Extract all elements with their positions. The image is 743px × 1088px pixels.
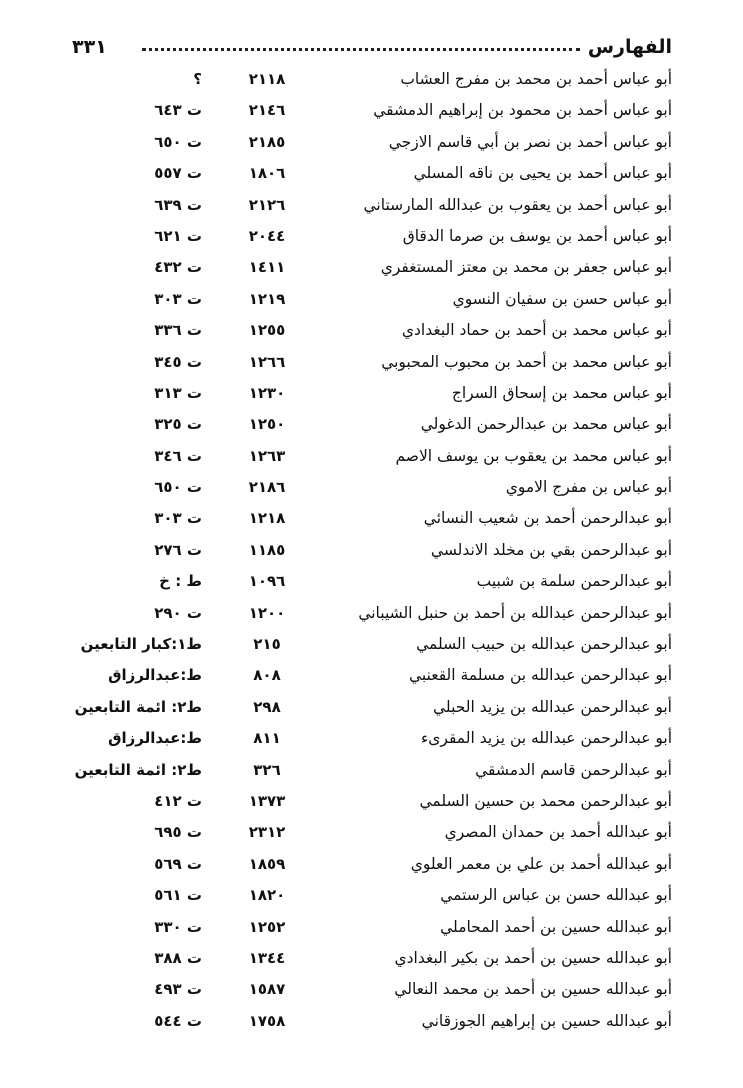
index-row — [72, 598, 672, 629]
entry-note: ت ٣١٣ — [154, 383, 202, 402]
entry-number: ١٢٥٠ — [248, 415, 286, 434]
entry-name: أبو عبدالرحمن بقي بن مخلد الاندلسي — [430, 540, 672, 559]
entry-note: ت ٣٣٦ — [154, 321, 202, 340]
entry-number: ١٢٠٠ — [248, 603, 286, 622]
entry-number: ٢٣١٢ — [248, 823, 286, 842]
entry-note: ت ٣٨٨ — [154, 948, 202, 967]
entry-note: ط:عبدالرزاق — [108, 729, 202, 748]
entry-name: أبو عباس أحمد بن يعقوب بن عبدالله المارستاني — [363, 195, 672, 214]
entry-number: ١٢٣٠ — [248, 383, 286, 402]
entry-number: ١٢١٩ — [248, 289, 286, 308]
entry-number: ٢٩٨ — [253, 697, 281, 716]
entry-name: أبو عبدالرحمن سلمة بن شبيب — [476, 572, 672, 591]
entry-number: ١٨٠٦ — [248, 164, 286, 183]
entry-name: أبو عباس محمد بن أحمد بن محبوب المحبوبي — [381, 352, 672, 371]
entry-number: ١٨٢٠ — [248, 886, 286, 905]
index-row — [72, 127, 672, 158]
entry-number: ١٢١٨ — [248, 509, 286, 528]
entry-number: ٢١٥ — [253, 635, 281, 654]
entry-note: ت ٥٥٧ — [154, 164, 202, 183]
entry-name: أبو عبدالله أحمد بن علي بن معمر العلوي — [410, 854, 672, 873]
entry-note: ت ٣٢٥ — [154, 415, 202, 434]
index-row — [72, 221, 672, 252]
entry-name: أبو عبدالرحمن عبدالله بن يزيد الحبلي — [433, 697, 672, 716]
entry-note: ت ٦٩٥ — [154, 823, 202, 842]
entry-number: ٢١٨٥ — [248, 132, 286, 151]
entry-name: أبو عباس محمد بن أحمد بن حماد البغدادي — [401, 321, 672, 340]
index-row — [72, 755, 672, 786]
entry-name: أبو عباس أحمد بن محمد بن مفرج العشاب — [400, 70, 672, 88]
index-row — [72, 503, 672, 534]
entry-note: ت ٤٣٢ — [154, 258, 202, 277]
index-row — [72, 378, 672, 409]
entry-note: ت ٣٣٠ — [154, 917, 202, 936]
page-header — [72, 34, 672, 60]
index-row — [72, 315, 672, 346]
index-row — [72, 95, 672, 126]
entry-name: أبو عباس أحمد بن يحيى بن ناقه المسلي — [413, 164, 672, 183]
entry-name: أبو عبدالله حسين بن أحمد بن بكير البغدادي — [394, 948, 672, 967]
entry-name: أبو عبدالرحمن عبدالله بن أحمد بن حنبل الشيباني — [358, 603, 672, 622]
entry-number: ١٢٦٣ — [248, 446, 286, 465]
index-row — [72, 190, 672, 221]
entry-number: ٢١٢٦ — [248, 195, 286, 214]
entry-name: أبو عباس جعفر بن محمد بن معتز المستغفري — [380, 258, 672, 277]
entry-note: ت ٦٥٠ — [154, 132, 202, 151]
entry-note: ت ٢٧٦ — [154, 540, 202, 559]
index-row — [72, 441, 672, 472]
index-row — [72, 472, 672, 503]
entry-name: أبو عباس أحمد بن محمود بن إبراهيم الدمشقي — [373, 101, 672, 120]
entry-note: ؟ — [193, 70, 202, 88]
entry-number: ١٨٥٩ — [248, 854, 286, 873]
entry-name: أبو عبدالله حسين بن أحمد المحاملي — [440, 917, 672, 936]
entry-name: أبو عباس حسن بن سفيان النسوي — [452, 289, 672, 308]
entry-number: ١٣٤٤ — [248, 948, 286, 967]
entry-note: ت ٤١٢ — [154, 791, 202, 810]
entry-name: أبو عباس محمد بن إسحاق السراج — [451, 383, 672, 402]
entry-note: ت ٢٩٠ — [154, 603, 202, 622]
index-row — [72, 629, 672, 660]
index-row — [72, 1006, 672, 1037]
entry-note: ت ٣٤٥ — [154, 352, 202, 371]
entry-number: ١٣٧٣ — [248, 791, 286, 810]
entry-name: أبو عبدالله حسين بن إبراهيم الجوزقاني — [421, 1011, 672, 1030]
entry-name: أبو عباس أحمد بن نصر بن أبي قاسم الازجي — [388, 132, 672, 151]
entry-note: ت ٥٦١ — [154, 886, 202, 905]
entry-number: ١١٨٥ — [248, 540, 286, 559]
entry-number: ٢١١٨ — [248, 70, 286, 88]
entry-number: ١٢٥٥ — [248, 321, 286, 340]
page-title: الفهارس — [587, 36, 672, 58]
entry-number: ١٧٥٨ — [248, 1011, 286, 1030]
index-row — [72, 158, 672, 189]
entry-name: أبو عبدالله أحمد بن حمدان المصري — [444, 823, 672, 842]
entry-number: ١٤١١ — [248, 258, 286, 277]
entry-number: ٢٠٤٤ — [248, 226, 286, 245]
entry-note: ط٢: ائمة التابعين — [74, 697, 202, 716]
index-row — [72, 943, 672, 974]
index-row — [72, 723, 672, 754]
entry-number: ٨٠٨ — [253, 666, 281, 685]
index-row — [72, 347, 672, 378]
index-row — [72, 786, 672, 817]
index-row — [72, 566, 672, 597]
index-row — [72, 692, 672, 723]
index-row — [72, 660, 672, 691]
index-list — [72, 64, 672, 1037]
entry-name: أبو عبدالله حسن بن عباس الرستمي — [440, 886, 672, 905]
entry-number: ١٢٥٢ — [248, 917, 286, 936]
entry-note: ت ٦٤٣ — [154, 101, 202, 120]
index-row — [72, 535, 672, 566]
entry-name: أبو عباس بن مفرج الاموي — [505, 478, 672, 497]
entry-number: ١٥٨٧ — [248, 980, 286, 999]
entry-note: ط:عبدالرزاق — [108, 666, 202, 685]
page-number: ٣٣١ — [72, 36, 107, 58]
entry-note: ط٢: ائمة التابعين — [74, 760, 202, 779]
index-row — [72, 409, 672, 440]
index-row — [72, 912, 672, 943]
entry-note: ت ٥٤٤ — [154, 1011, 202, 1030]
index-row — [72, 284, 672, 315]
entry-name: أبو عبدالله حسين بن أحمد بن محمد النعالي — [394, 980, 672, 999]
entry-note: ط : خ — [159, 572, 202, 591]
index-row — [72, 880, 672, 911]
index-row — [72, 252, 672, 283]
entry-name: أبو عبدالرحمن محمد بن حسين السلمي — [419, 791, 672, 810]
entry-number: ١٠٩٦ — [248, 572, 286, 591]
entry-name: أبو عبدالرحمن عبدالله بن مسلمة القعنبي — [408, 666, 672, 685]
entry-name: أبو عبدالرحمن أحمد بن شعيب النسائي — [423, 509, 672, 528]
entry-number: ٢١٨٦ — [248, 478, 286, 497]
index-row — [72, 64, 672, 95]
entry-number: ٢١٤٦ — [248, 101, 286, 120]
entry-name: أبو عباس محمد بن يعقوب بن يوسف الاصم — [395, 446, 672, 465]
entry-name: أبو عبدالرحمن عبدالله بن يزيد المقرىء — [420, 729, 672, 748]
entry-note: ت ٣٤٦ — [154, 446, 202, 465]
entry-name: أبو عباس أحمد بن يوسف بن صرما الدقاق — [402, 226, 672, 245]
entry-note: ت ٦٣٩ — [154, 195, 202, 214]
entry-note: ط١:كبار التابعين — [80, 635, 202, 654]
entry-number: ٣٢٦ — [253, 760, 281, 779]
index-row — [72, 817, 672, 848]
index-row — [72, 849, 672, 880]
entry-number: ٨١١ — [253, 729, 281, 748]
entry-note: ت ٦٢١ — [154, 226, 202, 245]
header-dotted-leader — [142, 42, 580, 51]
entry-note: ت ٣٠٣ — [154, 289, 202, 308]
entry-note: ت ٥٦٩ — [154, 854, 202, 873]
entry-number: ١٢٦٦ — [248, 352, 286, 371]
entry-name: أبو عباس محمد بن عبدالرحمن الدغولي — [420, 415, 672, 434]
entry-note: ت ٦٥٠ — [154, 478, 202, 497]
entry-name: أبو عبدالرحمن عبدالله بن حبيب السلمي — [416, 635, 672, 654]
index-row — [72, 974, 672, 1005]
entry-name: أبو عبدالرحمن قاسم الدمشقي — [475, 760, 672, 779]
entry-note: ت ٤٩٣ — [154, 980, 202, 999]
entry-note: ت ٣٠٣ — [154, 509, 202, 528]
